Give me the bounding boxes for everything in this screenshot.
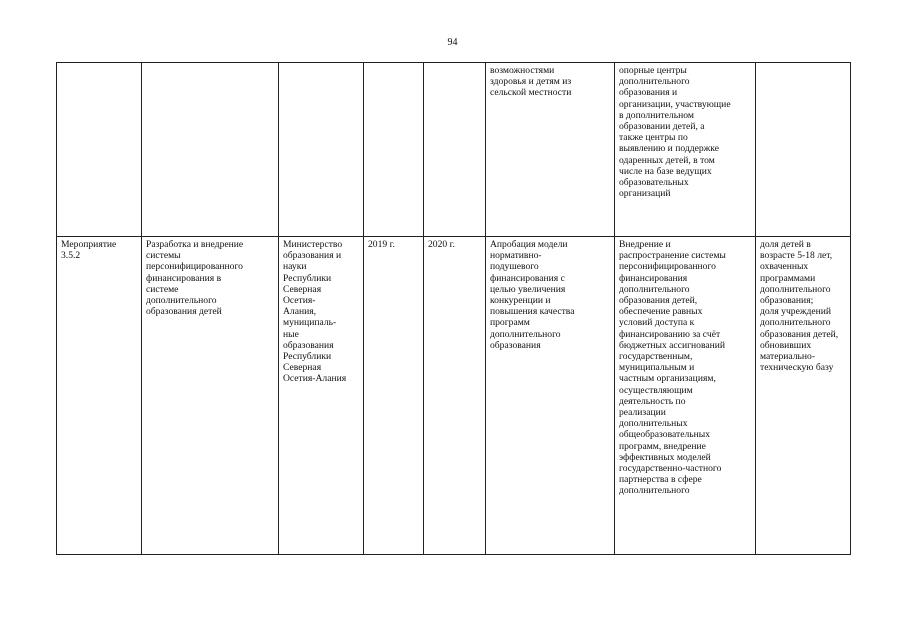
table-cell-end-year: 2020 г. [424,237,486,555]
table-cell-start-year: 2019 г. [364,237,424,555]
table-cell-end-year [424,63,486,237]
table-cell-result: Внедрение и распространение системы персонифицированного финансирования дополнительного образования детей, обеспечение равных условий доступа к финансированию за счёт бюджетных ассигнований государственным, муниципальным и частным организациям, осуществляющим деятельность по реализации дополнительных общеобразовательных программ, внедрение эффективных моделей государственно-частного партнерства в сфере дополнительного [615,237,756,555]
table-cell-responsible: Министерство образования и науки Республики Северная Осетия- Алания, муниципаль- ные образования Республики Северная Осетия-Алания [279,237,364,555]
table-cell-event-id [57,63,142,237]
table-row [57,237,851,555]
table-cell-indicator: доля детей в возрасте 5-18 лет, охваченных программами дополнительного образования; доля учреждений дополнительного образования детей, обновивших материально- техническую базу [756,237,851,555]
table-cell-indicator [756,63,851,237]
table-cell-event-id: Мероприятие 3.5.2 [57,237,142,555]
page-number: 94 [447,37,458,48]
table-cell-content: Апробация модели нормативно- подушевого финансирования с целью увеличения конкуренции и повышения качества программ дополнительного образования [486,237,615,555]
document-table [56,62,851,555]
table-cell-result: опорные центры дополнительного образования и организации, участвующие в дополнительном образовании детей, а также центры по выявлению и поддержке одаренных детей, в том числе на базе ведущих образовательных организаций [615,63,756,237]
table-cell-start-year [364,63,424,237]
table-cell-event-name: Разработка и внедрение системы персонифицированного финансирования в системе дополнительного образования детей [142,237,279,555]
table-cell-responsible [279,63,364,237]
table-cell-event-name [142,63,279,237]
table-row [57,63,851,237]
table-cell-content: возможностями здоровья и детям из сельской местности [486,63,615,237]
